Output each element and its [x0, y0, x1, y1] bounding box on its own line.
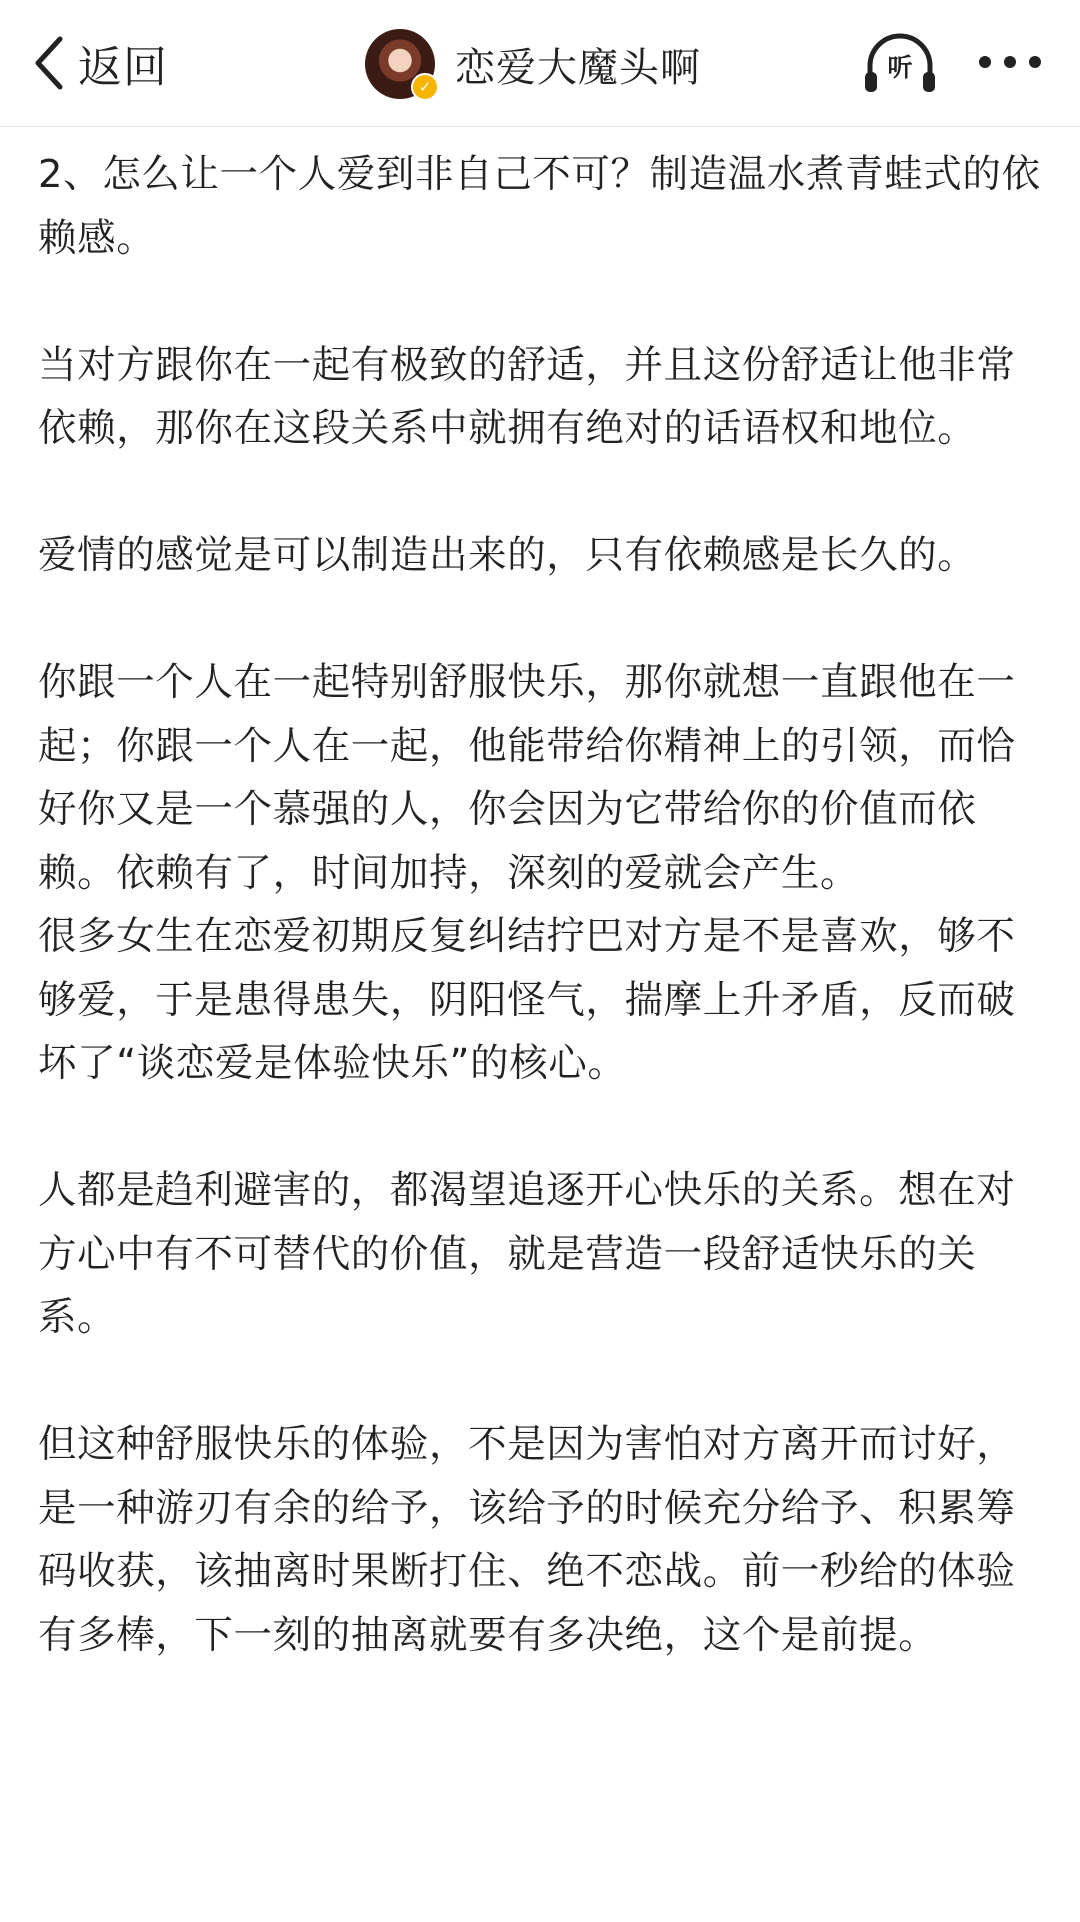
chevron-left-icon — [30, 33, 70, 93]
more-button[interactable] — [975, 42, 1045, 82]
paragraph-6: 人都是趋利避害的，都渴望追逐开心快乐的关系。想在对方心中有不可替代的价值，就是营造一段舒适快乐的关系。 — [38, 1168, 1016, 1340]
back-label: 返回 — [78, 42, 168, 93]
paragraph-5: 很多女生在恋爱初期反复纠结拧巴对方是不是喜欢，够不够爱，于是患得患失，阴阳怪气，揣摩上升矛盾，反而破坏了“谈恋爱是体验快乐”的核心。 — [38, 914, 1016, 1086]
article-body — [38, 143, 1048, 1667]
nav-bar — [0, 0, 1080, 127]
more-dots-icon — [975, 42, 1045, 82]
paragraph-2: 当对方跟你在一起有极致的舒适，并且这份舒适让他非常依赖，那你在这段关系中就拥有绝对的话语权和地位。 — [38, 342, 1016, 451]
listen-button[interactable] — [862, 32, 938, 94]
verified-badge-icon: ✓ — [411, 73, 439, 101]
account-profile[interactable] — [365, 28, 701, 100]
paragraph-4: 你跟一个人在一起特别舒服快乐，那你就想一直跟他在一起；你跟一个人在一起，他能带给你精神上的引领，而恰好你又是一个慕强的人，你会因为它带给你的价值而依赖。依赖有了，时间加持，深刻的爱就会产生。 — [38, 660, 1016, 896]
account-name[interactable]: 恋爱大魔头啊 — [455, 44, 701, 91]
back-button[interactable] — [30, 30, 168, 96]
paragraph-1: 2、怎么让一个人爱到非自己不可？制造温水煮青蛙式的依赖感。 — [38, 152, 1041, 261]
avatar[interactable] — [365, 29, 435, 99]
paragraph-3: 爱情的感觉是可以制造出来的，只有依赖感是长久的。 — [38, 533, 977, 578]
listen-label: 听 — [887, 53, 913, 82]
paragraph-7: 但这种舒服快乐的体验，不是因为害怕对方离开而讨好，是一种游刃有余的给予，该给予的时候充分给予、积累筹码收获，该抽离时果断打住、绝不恋战。前一秒给的体验有多棒，下一刻的抽离就要有多决绝，这个是前提。 — [38, 1422, 1016, 1658]
